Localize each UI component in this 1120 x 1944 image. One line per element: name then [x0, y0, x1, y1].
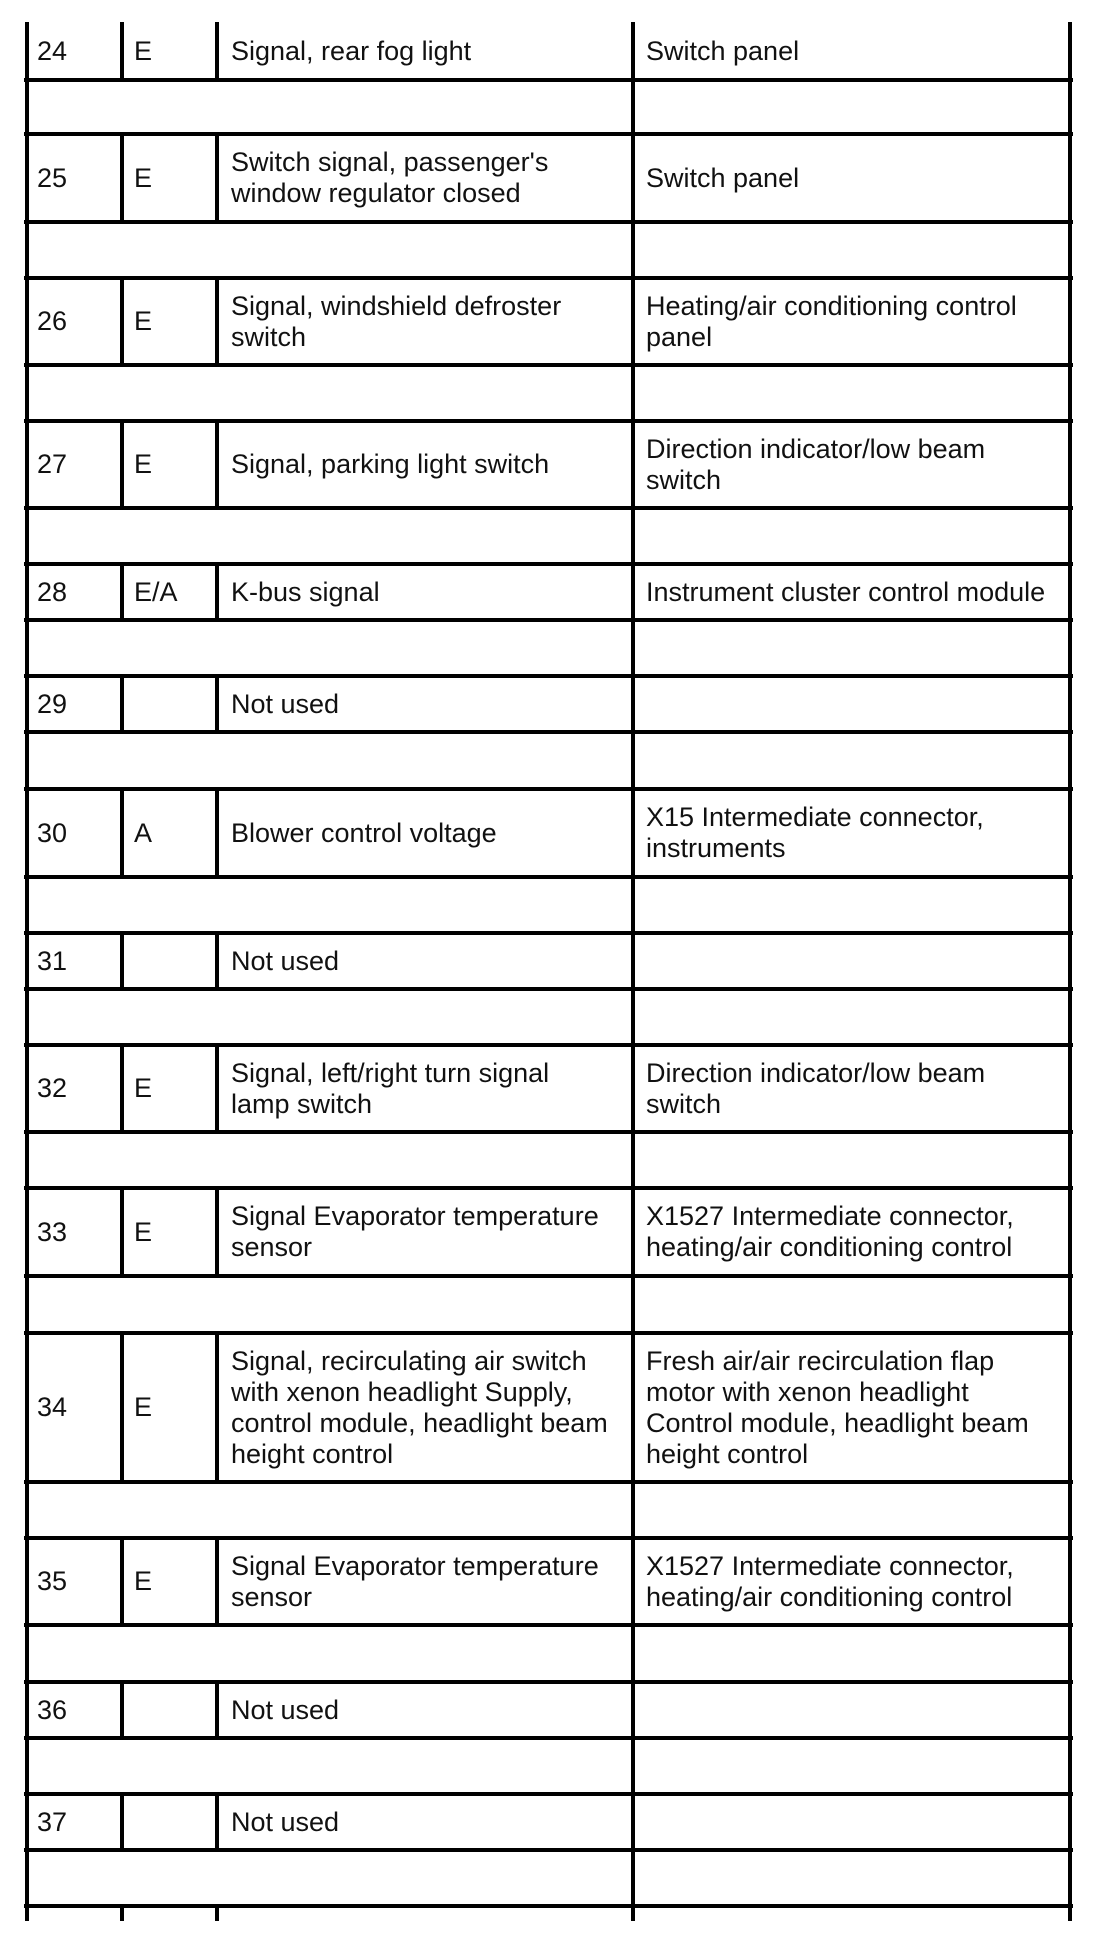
description-cell [231, 566, 629, 618]
type-cell [134, 1796, 213, 1848]
pin-cell [37, 1796, 118, 1848]
column-divider [215, 789, 219, 877]
column-divider [631, 22, 635, 1921]
description-cell [231, 24, 629, 78]
type-cell [134, 136, 213, 220]
description-cell [231, 678, 629, 730]
pin-cell [37, 423, 118, 506]
destination-cell [646, 1796, 1066, 1848]
type-text: E [134, 162, 153, 193]
pin-cell [37, 566, 118, 618]
type-cell [134, 678, 213, 730]
column-divider [120, 1682, 124, 1738]
type-text: E [134, 35, 153, 66]
destination-cell [646, 566, 1066, 618]
type-text: E [134, 1392, 153, 1422]
type-cell [134, 1047, 213, 1130]
pin-text: 32 [37, 1073, 68, 1103]
column-divider [120, 933, 124, 989]
row-divider [24, 875, 1073, 879]
destination-cell [646, 280, 1066, 363]
column-divider [120, 278, 124, 365]
column-divider [120, 22, 124, 80]
destination-text: Direction indicator/low beam switch [646, 1057, 986, 1119]
column-divider [215, 1682, 219, 1738]
description-text: K-bus signal [231, 576, 380, 607]
column-divider [120, 1538, 124, 1625]
column-divider [120, 789, 124, 877]
row-divider [24, 730, 1073, 734]
column-divider [120, 421, 124, 508]
pin-cell [37, 678, 118, 730]
description-cell [231, 280, 629, 363]
column-divider [120, 1333, 124, 1482]
description-text: Not used [231, 1806, 340, 1837]
description-text: Not used [231, 688, 340, 719]
column-divider [120, 564, 124, 620]
row-divider [24, 618, 1073, 622]
pin-text: 33 [37, 1216, 68, 1247]
pin-text: 26 [37, 306, 68, 336]
description-cell [231, 1335, 629, 1480]
column-divider [215, 1045, 219, 1132]
pin-cell [37, 280, 118, 363]
column-divider [215, 1333, 219, 1482]
destination-cell [646, 24, 1066, 78]
description-text: Switch signal, passenger's window regulator closed [231, 147, 549, 208]
column-divider [215, 278, 219, 365]
pin-cell [37, 24, 118, 78]
type-cell [134, 1190, 213, 1274]
row-divider [24, 1736, 1073, 1740]
description-cell [231, 791, 629, 875]
row-divider [24, 1848, 1073, 1852]
pin-text: 28 [37, 576, 68, 607]
pin-text: 30 [37, 817, 68, 848]
destination-text: Direction indicator/low beam switch [646, 433, 986, 495]
destination-cell [646, 1190, 1066, 1274]
column-divider [215, 1906, 219, 1921]
pin-text: 36 [37, 1694, 68, 1725]
type-cell [134, 24, 213, 78]
pin-cell [37, 1540, 118, 1623]
pin-text: 24 [37, 35, 68, 66]
column-divider [215, 933, 219, 989]
column-divider [120, 1045, 124, 1132]
description-cell [231, 136, 629, 220]
type-cell [134, 280, 213, 363]
description-text: Blower control voltage [231, 817, 497, 848]
type-cell [134, 1335, 213, 1480]
column-divider [25, 22, 29, 1921]
pin-text: 35 [37, 1566, 68, 1596]
destination-cell [646, 1684, 1066, 1736]
pin-cell [37, 1684, 118, 1736]
pin-text: 31 [37, 945, 68, 976]
description-text: Signal, left/right turn signal lamp switch [231, 1057, 550, 1119]
description-text: Not used [231, 1694, 340, 1725]
destination-text: Instrument cluster control module [646, 576, 1046, 607]
pin-cell [37, 1335, 118, 1480]
type-text: E [134, 1216, 153, 1247]
destination-text: Fresh air/air recirculation flap motor with xenon headlight Control module, headlight beam height control [646, 1345, 1029, 1469]
pin-cell [37, 136, 118, 220]
description-text: Signal, rear fog light [231, 35, 472, 66]
description-text: Signal, windshield defroster switch [231, 290, 562, 352]
pin-cell [37, 1190, 118, 1274]
destination-cell [646, 1335, 1066, 1480]
type-cell [134, 566, 213, 618]
description-text: Signal, recirculating air switch with xenon headlight Supply, control module, headlight beam height control [231, 1345, 608, 1469]
type-text: E [134, 449, 153, 479]
column-divider [215, 22, 219, 80]
destination-text: Switch panel [646, 162, 800, 193]
row-divider [24, 506, 1073, 510]
destination-text: Switch panel [646, 35, 800, 66]
row-divider [24, 220, 1073, 224]
column-divider [215, 564, 219, 620]
type-cell [134, 423, 213, 506]
row-divider [24, 363, 1073, 367]
destination-cell [646, 791, 1066, 875]
type-cell [134, 1540, 213, 1623]
row-divider [24, 1130, 1073, 1134]
description-cell [231, 935, 629, 987]
column-divider [120, 1906, 124, 1921]
column-divider [120, 1188, 124, 1276]
pin-text: 25 [37, 162, 68, 193]
row-divider [24, 78, 1073, 82]
row-divider [24, 1623, 1073, 1627]
row-divider [24, 1274, 1073, 1278]
row-divider [24, 987, 1073, 991]
description-text: Signal Evaporator temperature sensor [231, 1201, 599, 1262]
description-cell [231, 1684, 629, 1736]
description-cell [231, 1796, 629, 1848]
column-divider [215, 676, 219, 732]
column-divider [215, 134, 219, 222]
pin-cell [37, 791, 118, 875]
description-text: Signal Evaporator temperature sensor [231, 1550, 599, 1612]
pin-text: 34 [37, 1392, 68, 1422]
row-divider [24, 1904, 1073, 1908]
type-cell [134, 1684, 213, 1736]
description-cell [231, 1190, 629, 1274]
type-text: E [134, 1566, 153, 1596]
column-divider [120, 676, 124, 732]
column-divider [215, 1794, 219, 1850]
type-cell [134, 791, 213, 875]
type-text: E/A [134, 576, 178, 607]
destination-cell [646, 678, 1066, 730]
destination-cell [646, 935, 1066, 987]
description-cell [231, 1047, 629, 1130]
destination-text: Heating/air conditioning control panel [646, 290, 1017, 352]
pin-cell [37, 935, 118, 987]
column-divider [215, 1538, 219, 1625]
description-text: Not used [231, 945, 340, 976]
description-cell [231, 423, 629, 506]
row-divider [24, 1480, 1073, 1484]
destination-cell [646, 136, 1066, 220]
destination-cell [646, 1540, 1066, 1623]
pin-text: 37 [37, 1806, 68, 1837]
column-divider [1068, 22, 1072, 1921]
destination-text: X1527 Intermediate connector, heating/air conditioning control [646, 1550, 1014, 1612]
pin-cell [37, 1047, 118, 1130]
type-text: E [134, 306, 153, 336]
column-divider [215, 421, 219, 508]
column-divider [120, 1794, 124, 1850]
destination-cell [646, 423, 1066, 506]
type-cell [134, 935, 213, 987]
destination-text: X1527 Intermediate connector, heating/air conditioning control [646, 1201, 1014, 1262]
pin-text: 27 [37, 449, 68, 479]
description-text: Signal, parking light switch [231, 449, 550, 479]
destination-cell [646, 1047, 1066, 1130]
column-divider [215, 1188, 219, 1276]
column-divider [120, 134, 124, 222]
destination-text: X15 Intermediate connector, instruments [646, 802, 984, 863]
pin-text: 29 [37, 688, 68, 719]
type-text: A [134, 817, 153, 848]
type-text: E [134, 1073, 153, 1103]
description-cell [231, 1540, 629, 1623]
